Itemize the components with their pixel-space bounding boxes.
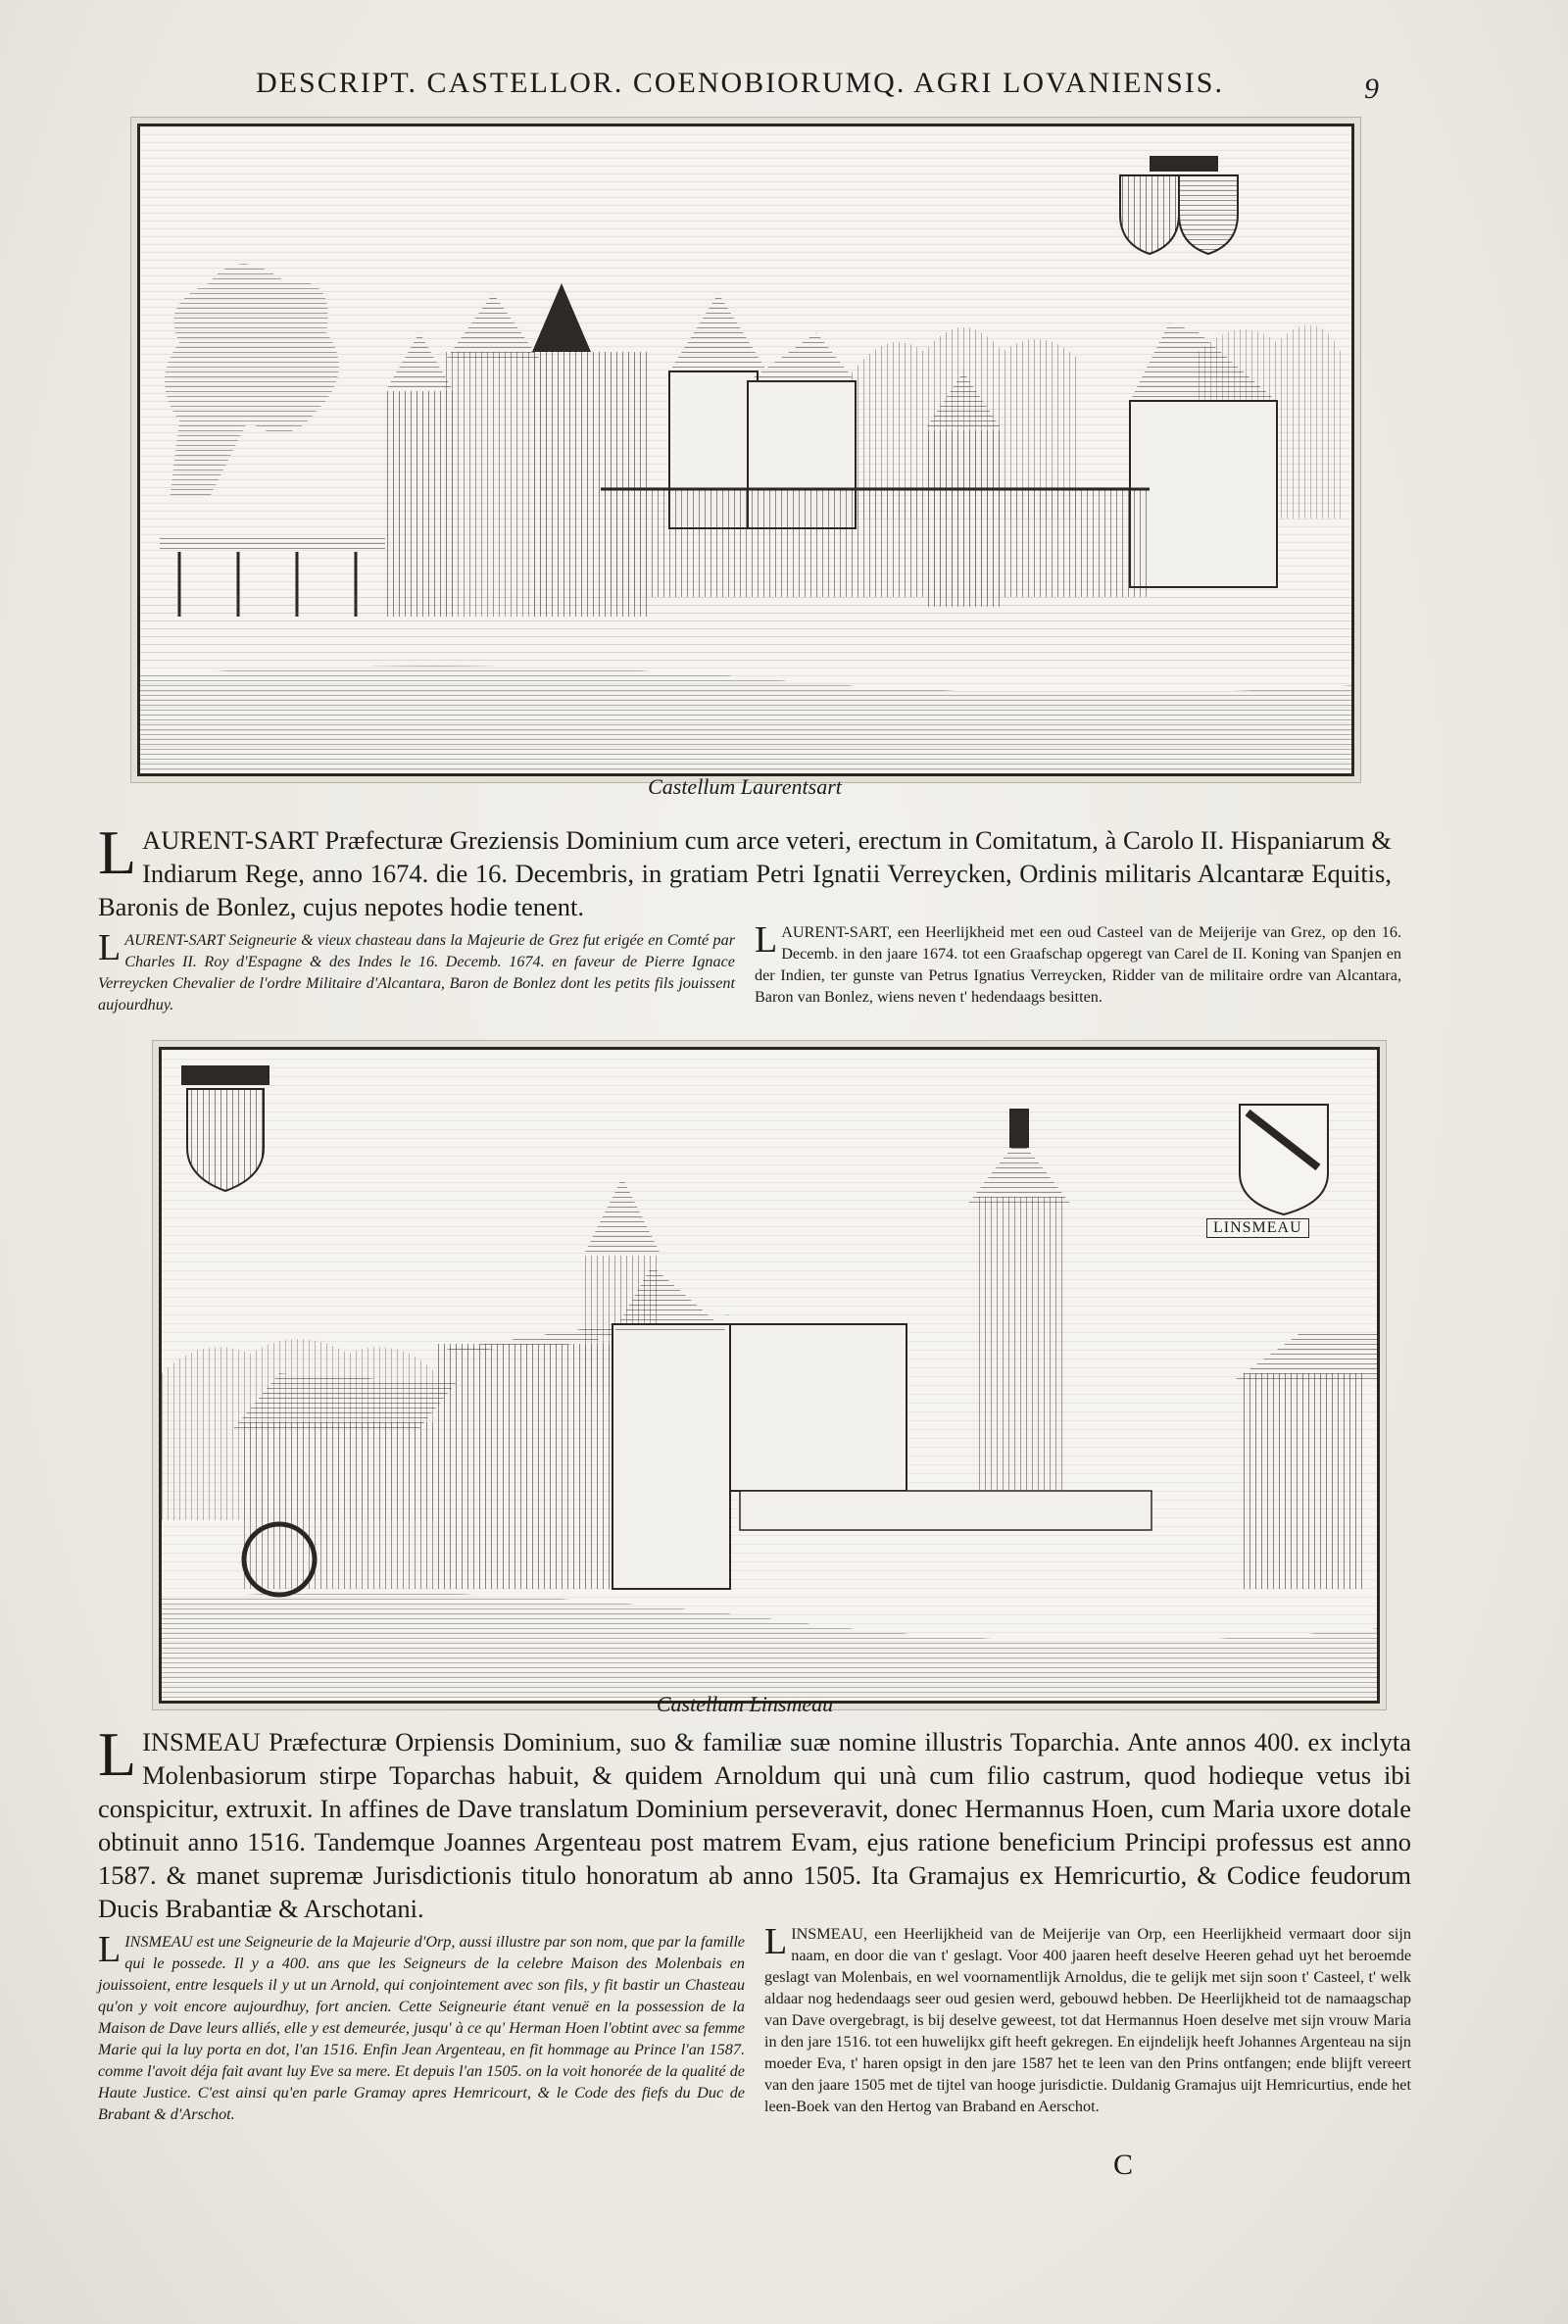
linsmeau-banner: LINSMEAU bbox=[1206, 1218, 1309, 1238]
plate-caption-laurentsart: Castellum Laurentsart bbox=[648, 774, 842, 799]
drop-cap: L bbox=[98, 1719, 137, 1789]
coat-of-arms-left-icon bbox=[181, 1065, 270, 1191]
latin-text-linsmeau: L INSMEAU Præfecturæ Orpiensis Dominium, suo & familiæ suæ nomine illustris Toparchia. Ante annos 400. ex inclyta Molenbasiorum stirpe Toparchas habuit, & quidem Arnoldum qui unà cum filio castrum, quod hodieque vetus ibi conspicitur, extruxit. In affines de Dave translatum Dominium perseveravit, donec Hermannus Hoen, cum Maria uxore dotale obtinuit anno 1516. Tandemque Joannes Argenteau post matrem Evam, ejus ratione beneficium Principi professus est anno 1587. & manet supremæ Jurisdictionis titulo honoratum ab anno 1505. Ita Gramajus ex Hemricurtio, & Codice feudorum Ducis Brabantiæ & Arschotani. bbox=[98, 1719, 1411, 1923]
castle-laurentsart-illustration bbox=[140, 126, 1351, 773]
engraving-linsmeau bbox=[159, 1047, 1380, 1704]
french-text-laurentsart: L AURENT-SART Seigneurie & vieux chasteau dans la Majeurie de Grez fut erigée en Comté par Charles II. Roy d'Espagne & des Indes le 16. Decemb. 1674. en faveur de Pierre Ignace Verreycken Chevalier de l'ordre Militaire d'Alcantara, Baron de Bonlez dont les petits fils jouissent aujourdhuy. bbox=[98, 927, 735, 1014]
dutch-text-linsmeau: L INSMEAU, een Heerlijkheid van de Meijerije van Orp, een Heerlijkheid vermaart door sijn naam, en door die van t' geslagt. Voor 400 jaaren heeft deselve Heeren gehad uyt het beroemde geslagt van Molenbais, en wel voornamentlijk Arnoldus, die te gelijk met sijn soon t' Casteel, t' welk aldaar nog hedendaags seer oud gesien werd, gebouwd hebben. De Heerlijkheid tot de namaagschap van Dave overgebragt, is bij deselve geweest, tot dat Hermannus Hoen deselve met sijn vrouw Maria in den jare 1516. tot een huwelijkx gift heeft gekregen. En eijndelijk heeft Johannes Argenteau na sijn moeder Eva, t' haren opsigt in den jare 1587 het te leen van den Prins ontfangen; ende blijft vereert van den jaare 1505 met de tijtel van hooge jurisdictie. Duldanig Gramajus uijt Hemricurtius, ende het leen-Boek van den Hertog van Braband en Aerschot. bbox=[764, 1921, 1411, 2115]
dutch-text-laurentsart: L AURENT-SART, een Heerlijkheid met een oud Casteel van de Meijerije van Grez, op den 16. Decemb. in den jaare 1674. tot een Graafschap opgeregt van Carel de II. Koning van Spanjen en der Indien, ter gunste van Petrus Ignatius Verreycken, Ridder van de militaire ordre van Alcantara, Baron van Bonlez, wiens neven t' hedendaags besitten. bbox=[755, 919, 1401, 1006]
latin-text-laurentsart: L AURENT-SART Præfecturæ Greziensis Dominium cum arce veteri, erectum in Comitatum, à Carolo II. Hispaniarum & Indiarum Rege, anno 1674. die 16. Decembris, in gratiam Petri Ignatii Verreycken, Ordinis militaris Alcantaræ Equitis, Baronis de Bonlez, cujus nepotes hodie tenent. bbox=[98, 817, 1392, 921]
plate-caption-linsmeau: Castellum Linsmeau bbox=[656, 1692, 834, 1716]
engraving-laurentsart bbox=[137, 124, 1354, 776]
running-header: DESCRIPT. CASTELLOR. COENOBIORUMQ. AGRI LOVANIENSIS. bbox=[256, 67, 1224, 99]
page-number: 9 bbox=[1364, 73, 1379, 105]
castle-linsmeau-illustration bbox=[162, 1050, 1377, 1701]
drop-cap: L bbox=[98, 817, 137, 887]
french-text-linsmeau: L INSMEAU est une Seigneurie de la Majeurie d'Orp, aussi illustre par son nom, que par la famille qui le possede. Il y a 400. ans que les Seigneurs de la celebre Maison des Molenbais en jouissoient, entre lesquels il y ut un Arnold, qui conjointement avec son fils, y fit bastir un Chasteau qu'on y voit encore aujourdhuy, fort ancien. Cette Seigneurie étant venuë en la possession de la Maison de Dave leurs alliés, elle y est demeurée, jusqu' à ce qu' Herman Hoen l'obtint avec sa femme Marie qui la luy porta en dot, l'an 1516. Enfin Jean Argenteau, en fit hommage au Prince l'an 1587. comme l'avoit déja fait avant luy Eve sa mere. Et depuis l'an 1505. on la voit honorée de la qualité de Haute Justice. C'est ainsi qu'en parle Gramay apres Hemricourt, & le Code des fiefs du Duc de Brabant & d'Arschot. bbox=[98, 1929, 745, 2123]
signature-mark: C bbox=[1113, 2149, 1134, 2181]
coat-of-arms-right-icon bbox=[1240, 1105, 1328, 1214]
